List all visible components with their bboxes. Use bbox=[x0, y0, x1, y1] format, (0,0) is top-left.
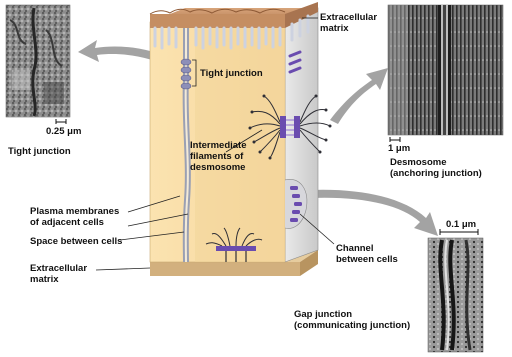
arrow-to-gap-micrograph bbox=[310, 190, 438, 236]
tight-scale-label: 0.25 μm bbox=[46, 126, 82, 137]
plasma-membranes-label: Plasma membranes of adjacent cells bbox=[30, 206, 120, 228]
gap-scale-label: 0.1 μm bbox=[446, 219, 477, 230]
gap-junction-caption: Gap junction (communicating junction) bbox=[294, 309, 411, 331]
extracellular-matrix-top-label: Extracellular matrix bbox=[320, 12, 378, 34]
tight-junction-caption: Tight junction bbox=[8, 146, 71, 157]
tight-junction-pointer-label: Tight junction bbox=[200, 68, 263, 79]
tight-junction-micrograph bbox=[6, 5, 70, 117]
desmosome-caption: Desmosome (anchoring junction) bbox=[390, 157, 482, 179]
extracellular-matrix-bottom-label: Extracellular matrix bbox=[30, 263, 88, 285]
channel-between-cells-label: Channel between cells bbox=[336, 243, 398, 265]
desmosome-micrograph bbox=[388, 5, 503, 135]
space-between-cells-label: Space between cells bbox=[30, 236, 123, 247]
desmosome-scale-label: 1 μm bbox=[388, 143, 411, 154]
arrow-to-desmosome-micrograph bbox=[330, 68, 388, 124]
intermediate-filaments-label: Intermediate filaments of desmosome bbox=[190, 140, 247, 173]
gap-junction-micrograph bbox=[428, 238, 483, 352]
